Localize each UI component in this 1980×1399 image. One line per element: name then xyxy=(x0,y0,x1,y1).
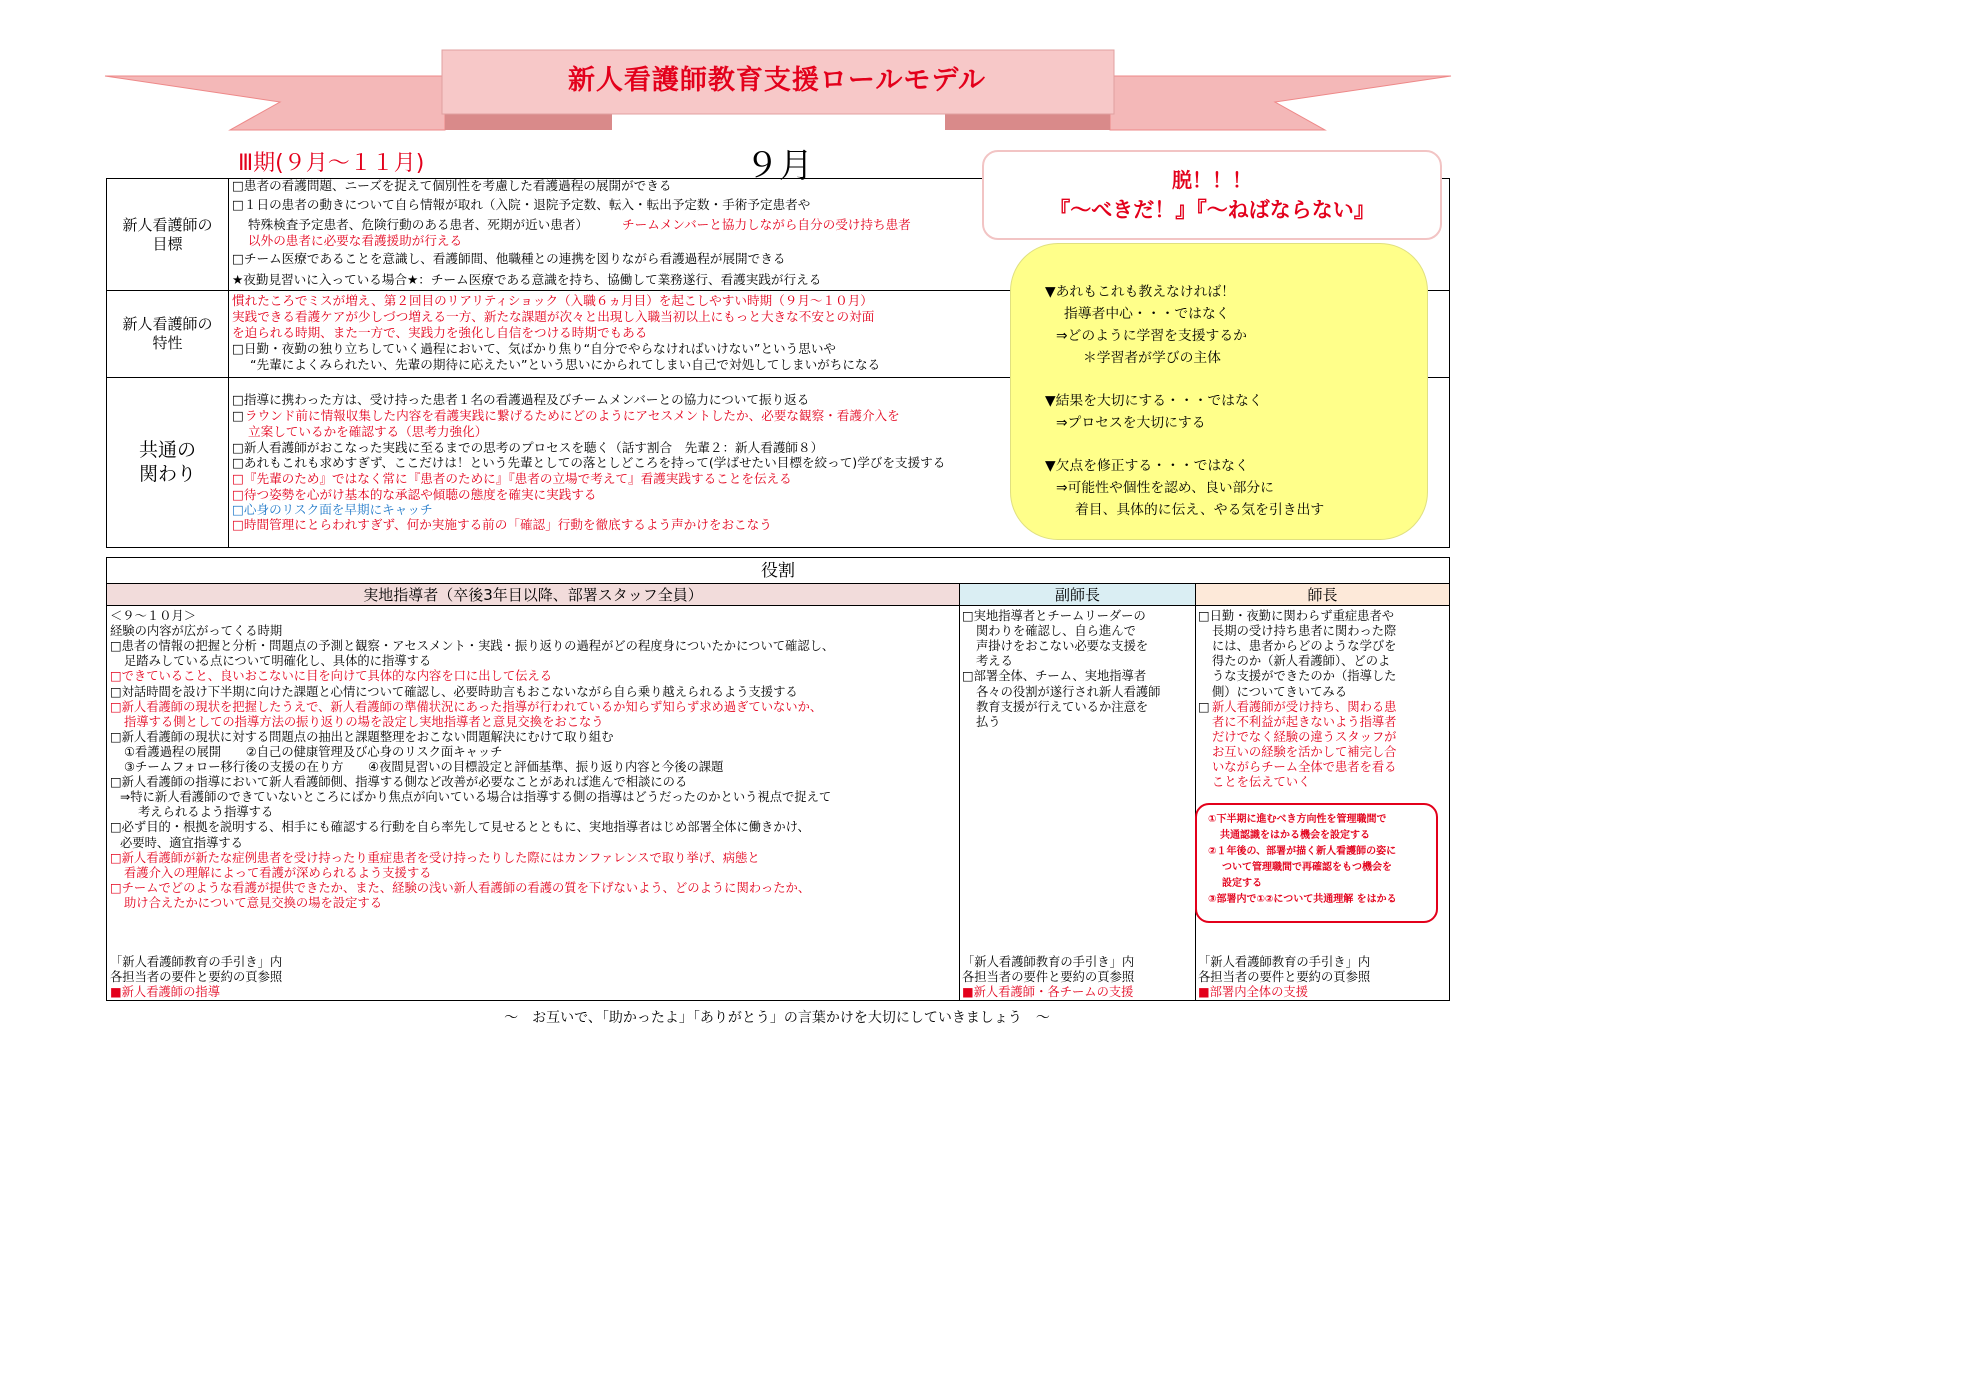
role-line: ①看護過程の展開 ②自己の健康管理及び心身のリスク面キャッチ xyxy=(124,744,503,759)
note-line: ▼あれもこれも教えなければ！ xyxy=(1045,284,1235,300)
role-line: 払う xyxy=(976,714,1001,729)
role-line: □対話時間を設け下半期に向けた課題と心情について確認し、必要時助言もおこないながら自ら乗り越えられるよう支援する xyxy=(110,684,798,699)
goal-line: ★夜勤見習いに入っている場合★：チーム医療である意識を持ち、協働して業務遂行、看護実践が行える xyxy=(232,272,822,287)
note-line: ＊学習者が学びの主体 xyxy=(1083,350,1221,366)
note-line: ⇒プロセスを大切にする xyxy=(1056,415,1206,431)
goal-line: 以外の患者に必要な看護援助が行える xyxy=(248,233,463,248)
common-line: □時間管理にとらわれすぎず、何か実施する前の「確認」行動を徹底するよう声かけをおこなう xyxy=(232,517,772,532)
ref-line: 「新人看護師教育の手引き」内 xyxy=(962,955,1135,969)
common-line: □あれもこれも求めすぎず、ここだけは！という先輩としての落としどころを持って(学ばせたい目標を絞って)学びを支援する xyxy=(232,456,946,470)
ref-line: ■新人看護師・各チームの支援 xyxy=(962,985,1134,999)
ref-line: 各担当者の要件と要約の頁参照 xyxy=(110,970,283,984)
goal-line: □患者の看護問題、ニーズを捉えて個別性を考慮した看護過程の展開ができる xyxy=(232,178,672,193)
trait-line: 慣れたころでミスが増え、第２回目のリアリティショック（入職６ヵ月目）を起こしやすい時期（９月～１０月） xyxy=(232,293,873,308)
datsu-callout xyxy=(982,150,1442,240)
box-line: 共通認識をはかる機会を設定する xyxy=(1220,830,1370,841)
role-line: ＜９～１０月＞ xyxy=(110,609,197,623)
role-line: 関わりを確認し、自ら進んで xyxy=(976,624,1136,639)
role-line: 得たのか（新人看護師）、どのよ xyxy=(1212,654,1391,669)
ref-line: 「新人看護師教育の手引き」内 xyxy=(1198,955,1371,969)
role-line: 経験の内容が広がってくる時期 xyxy=(110,624,283,639)
role-line: 長期の受け持ち患者に関わった際 xyxy=(1212,624,1397,639)
period-label: Ⅲ期(９月～１１月) xyxy=(238,151,425,176)
role-line: 考えられるよう指導する xyxy=(138,805,274,820)
trait-line: 実践できる看護ケアが少しづつ増える一方、新たな課題が次々と出現し入職当初以上にもっと大きな不安との対面 xyxy=(232,309,875,324)
role-line: □新人看護師の現状に対する問題点の抽出と課題整理をおこない問題解決にむけて取り組む xyxy=(110,729,614,744)
common-line: ラウンド前に情報収集した内容を看護実践に繋げるためにどのようにアセスメントしたか、必要な観察・看護介入を xyxy=(245,408,900,423)
box-line: ①下半期に進むべき方向性を管理職間で xyxy=(1208,814,1387,825)
ref-line: ■新人看護師の指導 xyxy=(110,985,220,999)
role-line: □新人看護師の現状を把握したうえで、新人看護師の準備状況にあった指導が行われているか知らず知らず求め過ぎていないか、 xyxy=(110,699,823,714)
goals-label: 新人看護師の 目標 xyxy=(107,179,229,290)
trait-line: □日勤・夜勤の独り立ちしていく過程において、気ばかり焦り“自分でやらなければいけない”という思いや xyxy=(232,341,837,356)
goal-line: チームメンバーと協力しながら自分の受け持ち患者 xyxy=(622,217,911,232)
role-line: ⇒特に新人看護師のできていないところにばかり焦点が向いている場合は指導する側の指導はどうだったのかという視点で捉えて xyxy=(120,790,832,805)
role-line: 教育支援が行えているか注意を xyxy=(976,699,1149,714)
trait-line: を迫られる時期、また一方で、実践力を強化し自信をつける時期でもある xyxy=(232,325,648,340)
goal-line: □チーム医療であることを意識し、看護師間、他職種との連携を図りながら看護過程が展開できる xyxy=(232,251,786,266)
traits-label: 新人看護師の 特性 xyxy=(107,290,229,377)
role-line: には、患者からどのような学びを xyxy=(1212,639,1397,654)
role-line: □日勤・夜勤に関わらず重症患者や xyxy=(1198,609,1395,623)
common-label: 共通の 関わり xyxy=(107,377,229,547)
role-line: 各々の役割が遂行され新人看護師 xyxy=(976,684,1161,699)
trait-line: “先輩によくみられたい、先輩の期待に応えたい”という思いにかられてしまい自己で対処してしまいがちになる xyxy=(250,357,881,372)
role-line: □できていること、良いおこないに目を向けて具体的な内容を口に出して伝える xyxy=(110,669,553,684)
common-line: 立案しているかを確認する（思考力強化） xyxy=(248,424,488,439)
note-line: 着目、具体的に伝え、やる気を引き出す xyxy=(1075,502,1325,518)
note-line: 指導者中心・・・ではなく xyxy=(1064,306,1230,322)
page-title: 新人看護師教育支援ロールモデル xyxy=(567,65,987,96)
box-line: ③部署内で①②について共通理解 をはかる xyxy=(1208,894,1397,905)
common-line: □指導に携わった方は、受け持った患者１名の看護過程及びチームメンバーとの協力について振り返る xyxy=(232,392,810,407)
ref-line: ■部署内全体の支援 xyxy=(1198,985,1308,999)
role-line: □ xyxy=(1198,699,1210,714)
box-line: ついて管理職間で再確認をもつ機会を xyxy=(1222,862,1392,873)
col-header-head-nurse: 師長 xyxy=(1196,584,1449,606)
common-line: □ xyxy=(232,408,244,423)
role-line: 考える xyxy=(976,654,1013,669)
common-line: □待つ姿勢を心がけ基本的な承認や傾聴の態度を確実に実践する xyxy=(232,487,597,502)
goal-line: □１日の患者の動きについて自ら情報が取れ（入院・退院予定数、転入・転出予定数・手術予定患者や xyxy=(232,197,811,212)
role-line: □患者の情報の把握と分析・問題点の予測と観察・アセスメント・実践・振り返りの過程がどの程度身についたかについて確認し、 xyxy=(110,639,835,654)
common-line: □『先輩のため』ではなく常に『患者のために』『患者の立場で考えて』看護実践することを伝える xyxy=(232,471,792,486)
col-header-instructor: 実地指導者（卒後3年目以降、部署スタッフ全員） xyxy=(107,584,959,606)
ref-line: 各担当者の要件と要約の頁参照 xyxy=(962,970,1135,984)
common-line: □心身のリスク面を早期にキャッチ xyxy=(232,502,433,517)
role-line: 新人看護師が受け持ち、関わる患 xyxy=(1212,699,1397,714)
role-line: 声掛けをおこない必要な支援を xyxy=(976,639,1149,654)
role-line: 足踏みしている点について明確化し、具体的に指導する xyxy=(124,654,432,669)
roles-title: 役割 xyxy=(107,558,1449,584)
role-line: □部署全体、チーム、実地指導者 xyxy=(962,669,1147,684)
ref-line: 各担当者の要件と要約の頁参照 xyxy=(1198,970,1371,984)
month-label: ９月 xyxy=(745,146,813,186)
note-line: ▼結果を大切にする・・・ではなく xyxy=(1045,393,1263,409)
goal-line: 特殊検査予定患者、危険行動のある患者、死期が近い患者） xyxy=(248,217,589,232)
role-line: 側）についてきいてみる xyxy=(1212,684,1348,699)
role-line: うな支援ができたのか（指導した xyxy=(1212,669,1397,684)
role-line: □新人看護師が新たな症例患者を受け持ったり重症患者を受け持ったりした際にはカンファレンスで取り挙げ、病態と xyxy=(110,850,760,865)
role-line: いながらチーム全体で患者を看る xyxy=(1212,760,1397,774)
common-line: □新人看護師がおこなった実践に至るまでの思考のプロセスを聴く（話す割合 先輩２：新人看護師８） xyxy=(232,440,824,455)
role-line: ことを伝えていく xyxy=(1212,775,1311,790)
role-line: だけでなく経験の違うスタッフが xyxy=(1212,729,1397,744)
role-line: ③チームフォロー移行後の支援の在り方 ④夜間見習いの目標設定と評価基準、振り返り内容と今後の課題 xyxy=(124,760,724,774)
role-line: 者に不利益が起きないよう指導者 xyxy=(1212,714,1397,729)
note-line: ⇒可能性や個性を認め、良い部分に xyxy=(1056,480,1274,496)
role-line: 看護介入の理解によって看護が深められるよう支援する xyxy=(124,865,432,880)
footer-message: ～ お互いで、「助かったよ」「ありがとう」の言葉かけを大切にしていきましょう ～ xyxy=(504,1010,1050,1026)
role-line: □新人看護師の指導において新人看護師側、指導する側など改善が必要なことがあれば進んで相談にのる xyxy=(110,775,688,790)
role-line: 必要時、適宜指導する xyxy=(120,835,243,850)
box-line: ②１年後の、部署が描く新人看護師の姿に xyxy=(1208,846,1397,857)
datsu-heading: 脱！！！ xyxy=(1172,168,1252,192)
note-line: ⇒どのように学習を支援するか xyxy=(1056,328,1247,344)
role-line: 助け合えたかについて意見交換の場を設定する xyxy=(124,895,382,910)
role-line: □実地指導者とチームリーダーの xyxy=(962,609,1146,623)
role-line: お互いの経験を活かして補完し合 xyxy=(1212,744,1397,759)
role-line: □必ず目的・根拠を説明する、相手にも確認する行動を自ら率先して見せるとともに、実地指導者はじめ部署全体に働きかけ、 xyxy=(110,820,810,835)
ref-line: 「新人看護師教育の手引き」内 xyxy=(110,955,283,969)
role-line: □チームでどのような看護が提供できたか、また、経験の浅い新人看護師の看護の質を下げないよう、どのように関わったか、 xyxy=(110,880,811,895)
box-line: 設定する xyxy=(1222,878,1262,889)
role-line: 指導する側としての指導方法の振り返りの場を設定し実地指導者と意見交換をおこなう xyxy=(124,714,604,729)
datsu-phrase: 『～べきだ！』『～ねばならない』 xyxy=(1049,198,1375,222)
col-header-vice-head: 副師長 xyxy=(960,584,1195,606)
note-line: ▼欠点を修正する・・・ではなく xyxy=(1045,458,1249,474)
